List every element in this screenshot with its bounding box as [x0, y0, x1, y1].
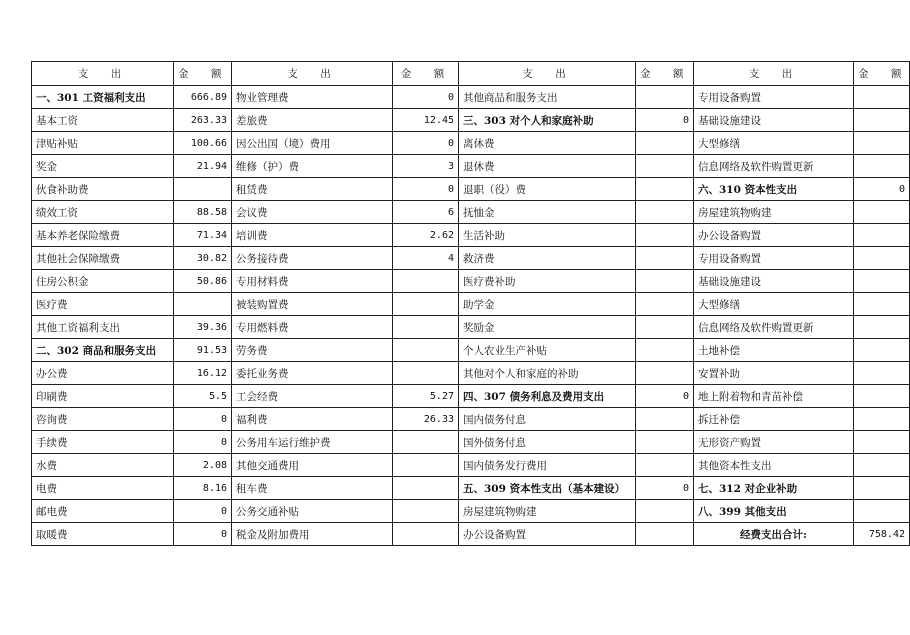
expense-item-cell: 无形资产购置 — [694, 431, 854, 454]
amount-cell — [393, 339, 459, 362]
amount-cell — [636, 224, 694, 247]
expense-item-cell: 三、303 对个人和家庭补助 — [459, 109, 636, 132]
header-cell: 金 额 — [393, 62, 459, 86]
expense-item-cell: 八、399 其他支出 — [694, 500, 854, 523]
expense-item-cell: 其他社会保障缴费 — [32, 247, 174, 270]
expense-item-cell: 房屋建筑物购建 — [459, 500, 636, 523]
expense-item-cell: 基础设施建设 — [694, 270, 854, 293]
amount-cell: 12.45 — [393, 109, 459, 132]
table-row — [32, 500, 910, 523]
amount-cell: 2.62 — [393, 224, 459, 247]
expense-item-cell: 抚恤金 — [459, 201, 636, 224]
table-row — [32, 385, 910, 408]
amount-cell — [393, 316, 459, 339]
amount-cell — [393, 362, 459, 385]
amount-cell: 91.53 — [174, 339, 232, 362]
expense-item-cell: 办公费 — [32, 362, 174, 385]
amount-cell — [636, 270, 694, 293]
amount-cell — [636, 408, 694, 431]
amount-cell — [854, 224, 910, 247]
amount-cell: 50.86 — [174, 270, 232, 293]
expense-item-cell: 租赁费 — [232, 178, 393, 201]
amount-cell — [636, 201, 694, 224]
amount-cell — [636, 431, 694, 454]
expense-item-cell: 国外债务付息 — [459, 431, 636, 454]
header-row — [32, 62, 910, 86]
header-cell: 金 额 — [174, 62, 232, 86]
expense-item-cell: 因公出国（境）费用 — [232, 132, 393, 155]
expense-item-cell: 其他交通费用 — [232, 454, 393, 477]
expense-item-cell: 退休费 — [459, 155, 636, 178]
expense-item-cell: 经费支出合计: — [694, 523, 854, 546]
expense-item-cell: 差旅费 — [232, 109, 393, 132]
expense-item-cell: 拆迁补偿 — [694, 408, 854, 431]
amount-cell: 0 — [854, 178, 910, 201]
table-row — [32, 454, 910, 477]
amount-cell: 0 — [174, 500, 232, 523]
expense-item-cell: 邮电费 — [32, 500, 174, 523]
expense-item-cell: 津贴补贴 — [32, 132, 174, 155]
expense-item-cell: 基础设施建设 — [694, 109, 854, 132]
expense-item-cell: 助学金 — [459, 293, 636, 316]
table-row — [32, 109, 910, 132]
table-row — [32, 408, 910, 431]
header-cell: 金 额 — [636, 62, 694, 86]
expense-item-cell: 信息网络及软件购置更新 — [694, 155, 854, 178]
expense-item-cell: 其他资本性支出 — [694, 454, 854, 477]
expense-item-cell: 办公设备购置 — [459, 523, 636, 546]
amount-cell — [854, 316, 910, 339]
table-row — [32, 339, 910, 362]
expense-item-cell: 国内债务付息 — [459, 408, 636, 431]
expense-item-cell: 医疗费 — [32, 293, 174, 316]
expense-item-cell: 生活补助 — [459, 224, 636, 247]
expense-item-cell: 专用设备购置 — [694, 86, 854, 109]
amount-cell — [854, 109, 910, 132]
expense-item-cell: 二、302 商品和服务支出 — [32, 339, 174, 362]
amount-cell: 16.12 — [174, 362, 232, 385]
amount-cell — [636, 362, 694, 385]
expenditure-table — [31, 61, 910, 546]
expense-item-cell: 水费 — [32, 454, 174, 477]
table-row — [32, 293, 910, 316]
amount-cell: 0 — [636, 385, 694, 408]
amount-cell — [636, 86, 694, 109]
amount-cell: 6 — [393, 201, 459, 224]
header-cell: 支 出 — [459, 62, 636, 86]
expense-item-cell: 房屋建筑物购建 — [694, 201, 854, 224]
amount-cell: 758.42 — [854, 523, 910, 546]
header-cell: 支 出 — [232, 62, 393, 86]
table-row — [32, 523, 910, 546]
amount-cell: 100.66 — [174, 132, 232, 155]
table-row — [32, 155, 910, 178]
amount-cell — [636, 247, 694, 270]
expense-item-cell: 劳务费 — [232, 339, 393, 362]
expense-item-cell: 其他商品和服务支出 — [459, 86, 636, 109]
amount-cell — [854, 155, 910, 178]
expense-item-cell: 安置补助 — [694, 362, 854, 385]
amount-cell — [393, 270, 459, 293]
expense-item-cell: 公务交通补贴 — [232, 500, 393, 523]
table-body — [32, 62, 910, 546]
expense-item-cell: 福利费 — [232, 408, 393, 431]
expense-item-cell: 公务接待费 — [232, 247, 393, 270]
expense-item-cell: 咨询费 — [32, 408, 174, 431]
expense-item-cell: 住房公积金 — [32, 270, 174, 293]
amount-cell: 0 — [636, 477, 694, 500]
expense-item-cell: 土地补偿 — [694, 339, 854, 362]
amount-cell — [174, 178, 232, 201]
expense-item-cell: 会议费 — [232, 201, 393, 224]
expense-item-cell: 专用设备购置 — [694, 247, 854, 270]
expense-item-cell: 其他对个人和家庭的补助 — [459, 362, 636, 385]
table-row — [32, 431, 910, 454]
amount-cell: 39.36 — [174, 316, 232, 339]
amount-cell — [854, 431, 910, 454]
expense-item-cell: 信息网络及软件购置更新 — [694, 316, 854, 339]
header-cell: 支 出 — [694, 62, 854, 86]
expense-item-cell: 奖励金 — [459, 316, 636, 339]
amount-cell — [393, 454, 459, 477]
amount-cell — [854, 270, 910, 293]
expense-item-cell: 公务用车运行维护费 — [232, 431, 393, 454]
amount-cell — [636, 339, 694, 362]
expense-item-cell: 电费 — [32, 477, 174, 500]
amount-cell: 0 — [393, 132, 459, 155]
expense-item-cell: 伙食补助费 — [32, 178, 174, 201]
amount-cell: 3 — [393, 155, 459, 178]
amount-cell — [854, 408, 910, 431]
table-row — [32, 270, 910, 293]
expense-item-cell: 大型修缮 — [694, 293, 854, 316]
amount-cell — [854, 247, 910, 270]
amount-cell: 8.16 — [174, 477, 232, 500]
amount-cell — [854, 201, 910, 224]
amount-cell — [393, 431, 459, 454]
expense-item-cell: 培训费 — [232, 224, 393, 247]
amount-cell: 26.33 — [393, 408, 459, 431]
amount-cell — [636, 178, 694, 201]
expense-item-cell: 维修（护）费 — [232, 155, 393, 178]
table-row — [32, 178, 910, 201]
amount-cell: 666.89 — [174, 86, 232, 109]
expense-item-cell: 基本工资 — [32, 109, 174, 132]
expense-item-cell: 绩效工资 — [32, 201, 174, 224]
amount-cell: 2.08 — [174, 454, 232, 477]
table-row — [32, 132, 910, 155]
amount-cell — [636, 132, 694, 155]
amount-cell: 0 — [174, 408, 232, 431]
amount-cell — [636, 316, 694, 339]
amount-cell — [174, 293, 232, 316]
amount-cell: 4 — [393, 247, 459, 270]
expense-item-cell: 国内债务发行费用 — [459, 454, 636, 477]
amount-cell: 263.33 — [174, 109, 232, 132]
expense-item-cell: 七、312 对企业补助 — [694, 477, 854, 500]
header-cell: 金 额 — [854, 62, 910, 86]
table-row — [32, 247, 910, 270]
expense-item-cell: 税金及附加费用 — [232, 523, 393, 546]
expense-item-cell: 奖金 — [32, 155, 174, 178]
amount-cell — [393, 477, 459, 500]
amount-cell: 0 — [174, 523, 232, 546]
expense-item-cell: 一、301 工资福利支出 — [32, 86, 174, 109]
amount-cell: 5.27 — [393, 385, 459, 408]
amount-cell: 0 — [174, 431, 232, 454]
amount-cell — [636, 293, 694, 316]
table-row — [32, 201, 910, 224]
expense-item-cell: 地上附着物和青苗补偿 — [694, 385, 854, 408]
amount-cell — [854, 86, 910, 109]
amount-cell — [854, 454, 910, 477]
table-row — [32, 86, 910, 109]
expense-item-cell: 专用燃料费 — [232, 316, 393, 339]
amount-cell — [854, 339, 910, 362]
amount-cell: 5.5 — [174, 385, 232, 408]
amount-cell: 21.94 — [174, 155, 232, 178]
amount-cell — [854, 293, 910, 316]
amount-cell — [636, 500, 694, 523]
amount-cell: 71.34 — [174, 224, 232, 247]
expense-item-cell: 印刷费 — [32, 385, 174, 408]
expense-item-cell: 委托业务费 — [232, 362, 393, 385]
expense-item-cell: 取暖费 — [32, 523, 174, 546]
amount-cell: 0 — [393, 178, 459, 201]
expense-item-cell: 四、307 债务利息及费用支出 — [459, 385, 636, 408]
expense-item-cell: 被装购置费 — [232, 293, 393, 316]
expense-item-cell: 手续费 — [32, 431, 174, 454]
table-row — [32, 477, 910, 500]
amount-cell — [636, 155, 694, 178]
expense-item-cell: 退职（役）费 — [459, 178, 636, 201]
expense-item-cell: 其他工资福利支出 — [32, 316, 174, 339]
amount-cell — [854, 500, 910, 523]
amount-cell — [636, 523, 694, 546]
table-row — [32, 362, 910, 385]
expense-item-cell: 物业管理费 — [232, 86, 393, 109]
amount-cell — [636, 454, 694, 477]
expense-item-cell: 医疗费补助 — [459, 270, 636, 293]
expense-item-cell: 六、310 资本性支出 — [694, 178, 854, 201]
amount-cell — [393, 293, 459, 316]
expense-item-cell: 租车费 — [232, 477, 393, 500]
amount-cell: 30.82 — [174, 247, 232, 270]
amount-cell — [393, 500, 459, 523]
expense-item-cell: 办公设备购置 — [694, 224, 854, 247]
expense-item-cell: 基本养老保险缴费 — [32, 224, 174, 247]
amount-cell: 0 — [636, 109, 694, 132]
amount-cell: 88.58 — [174, 201, 232, 224]
table-row — [32, 316, 910, 339]
amount-cell — [854, 385, 910, 408]
header-cell: 支 出 — [32, 62, 174, 86]
amount-cell — [854, 362, 910, 385]
amount-cell — [854, 477, 910, 500]
expense-item-cell: 大型修缮 — [694, 132, 854, 155]
expense-item-cell: 五、309 资本性支出（基本建设） — [459, 477, 636, 500]
expense-item-cell: 离休费 — [459, 132, 636, 155]
table-row — [32, 224, 910, 247]
expense-item-cell: 救济费 — [459, 247, 636, 270]
amount-cell: 0 — [393, 86, 459, 109]
amount-cell — [854, 132, 910, 155]
expense-item-cell: 工会经费 — [232, 385, 393, 408]
amount-cell — [393, 523, 459, 546]
expense-item-cell: 专用材料费 — [232, 270, 393, 293]
expense-item-cell: 个人农业生产补贴 — [459, 339, 636, 362]
